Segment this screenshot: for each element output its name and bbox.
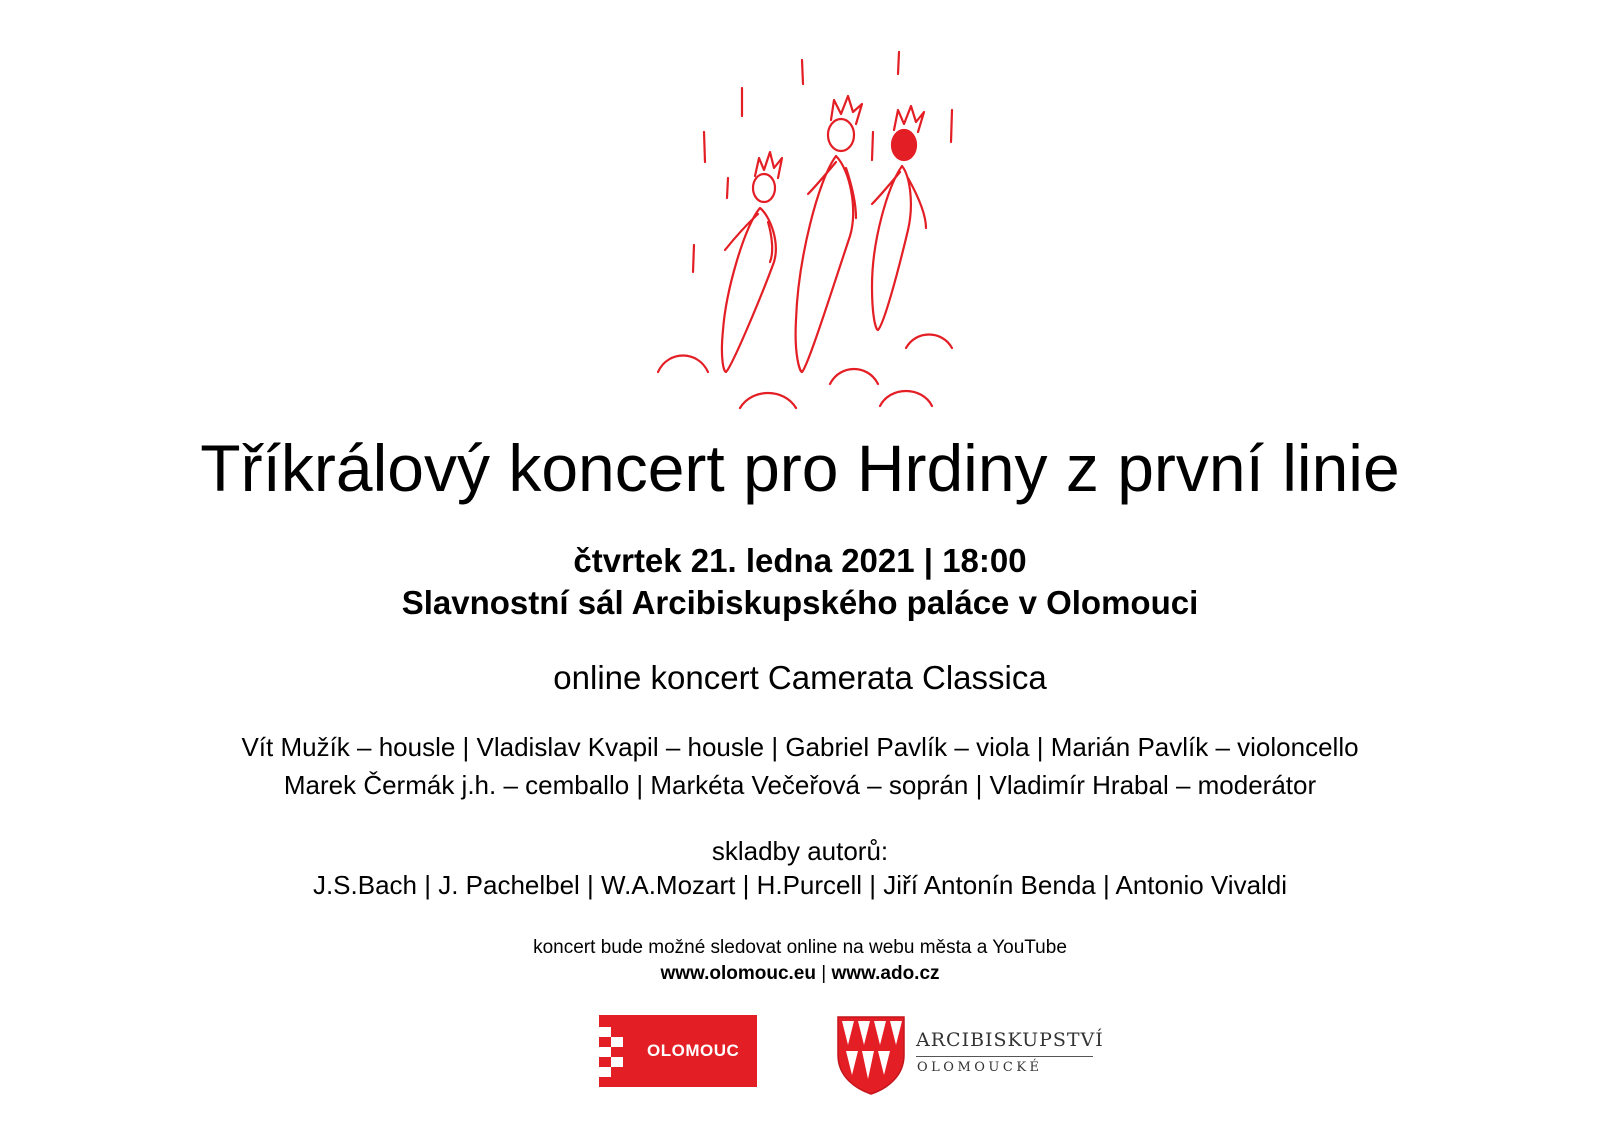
olomouc-logo-text: OLOMOUC [647, 1041, 740, 1060]
event-venue: Slavnostní sál Arcibiskupského paláce v Olomouci [401, 584, 1199, 621]
shield-icon [836, 1015, 906, 1095]
checkerboard-icon [599, 1015, 629, 1087]
composers-list: J.S.Bach | J. Pachelbel | W.A.Mozart | H.Purcell | Jiří Antonín Benda | Antonio Vivaldi [312, 870, 1288, 900]
website-separator: | [815, 963, 832, 984]
composers-label: skladby autorů: [711, 836, 889, 866]
event-datetime: čtvrtek 21. ledna 2021 | 18:00 [573, 542, 1027, 579]
performers-line-2: Marek Čermák j.h. – cemballo | Markéta Večeřová – soprán | Vladimír Hrabal – moderátor [283, 770, 1317, 800]
page-title: Tříkrálový koncert pro Hrdiny z první linie [200, 431, 1400, 505]
three-kings-icon [620, 40, 960, 420]
website-link-olomouc[interactable]: www.olomouc.eu [660, 963, 816, 984]
stream-note: koncert bude možné sledovat online na webu města a YouTube [533, 937, 1067, 958]
arcibiskupstvi-logo [836, 1015, 1106, 1095]
arcibiskupstvi-logo-divider [916, 1056, 1093, 1057]
concert-subtitle: online koncert Camerata Classica [553, 659, 1047, 696]
olomouc-logo [599, 1015, 757, 1087]
arcibiskupstvi-logo-name: ARCIBISKUPSTVÍ [916, 1029, 1104, 1051]
website-link-ado[interactable]: www.ado.cz [831, 963, 940, 984]
arcibiskupstvi-logo-subname: OLOMOUCKÉ [917, 1060, 1043, 1075]
performers-line-1: Vít Mužík – housle | Vladislav Kvapil – housle | Gabriel Pavlík – viola | Marián Pavlík – violoncello [241, 732, 1359, 762]
websites [0, 961, 1600, 987]
